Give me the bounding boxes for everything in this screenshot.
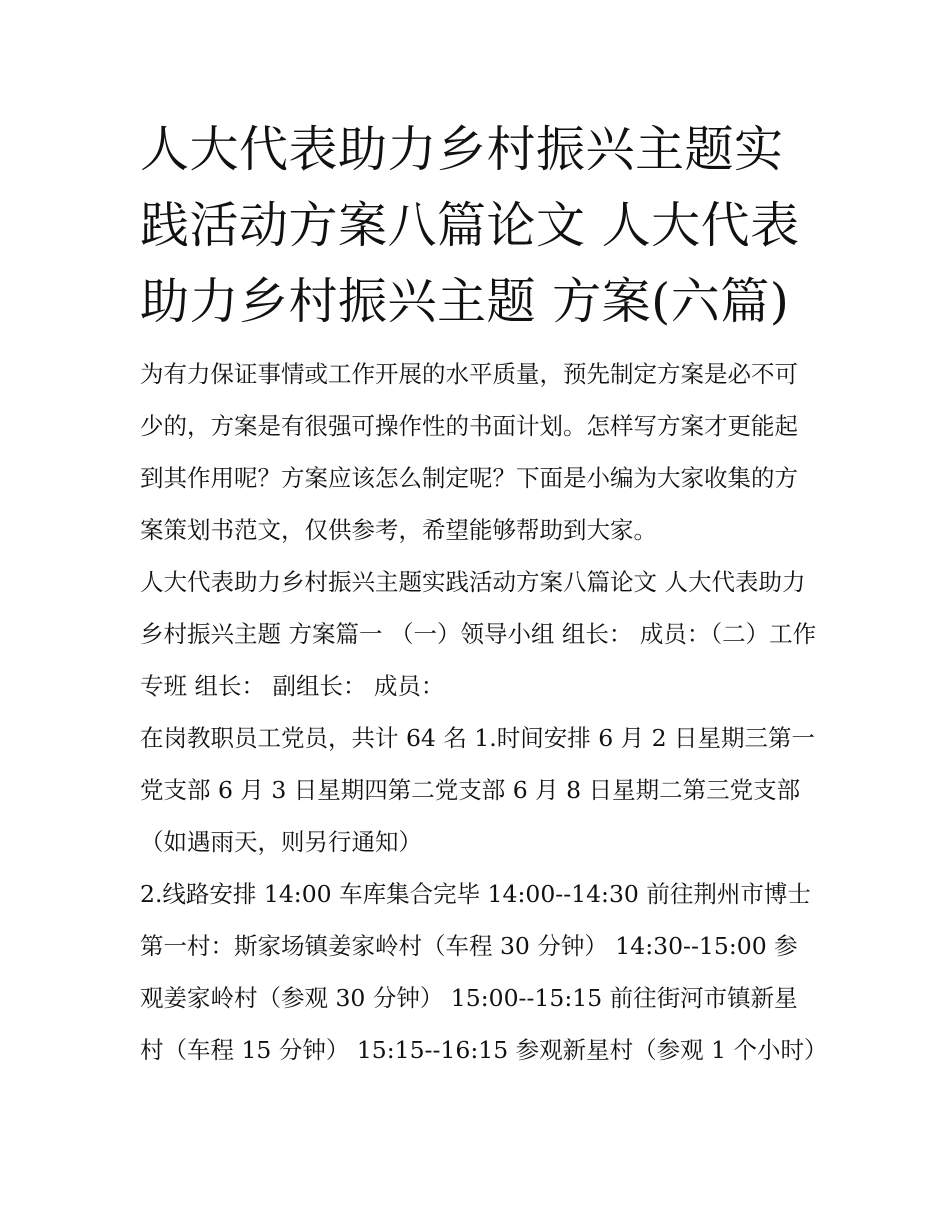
plan-heading-paragraph: 人大代表助力乡村振兴主题实践活动方案八篇论文 人大代表助力乡村振兴主题 方案篇一 （一）领导小组 组长： 成员：（二）工作专班 组长： 副组长： 成员： <box>140 568 817 700</box>
schedule-paragraph: 在岗教职员工党员，共计 64 名 1.时间安排 6 月 2 日星期三第一党支部 6 月 3 日星期四第二党支部 6 月 8 日星期二第三党支部（如遇雨天，则另行通知） <box>140 724 816 856</box>
document-title: 人大代表助力乡村振兴主题实践活动方案八篇论文 人大代表助力乡村振兴主题 方案(六篇) <box>140 121 800 330</box>
intro-paragraph: 为有力保证事情或工作开展的水平质量，预先制定方案是必不可少的，方案是有很强可操作性的书面计划。怎样写方案才更能起到其作用呢？方案应该怎么制定呢？下面是小编为大家收集的方案策划书范文，仅供参考，希望能够帮助到大家。 <box>140 360 798 544</box>
route-paragraph: 2.线路安排 14:00 车库集合完毕 14:00--14:30 前往荆州市博士第一村：斯家场镇姜家岭村（车程 30 分钟） 14:30--15:00 参观姜家岭村（参观 30 分钟） 15:00--15:15 前往街河市镇新星村（车程 15 分钟） 15:15--16:15 参观新星村（参观 1 个小时） <box>140 880 828 1064</box>
document-body <box>140 112 828 1076</box>
